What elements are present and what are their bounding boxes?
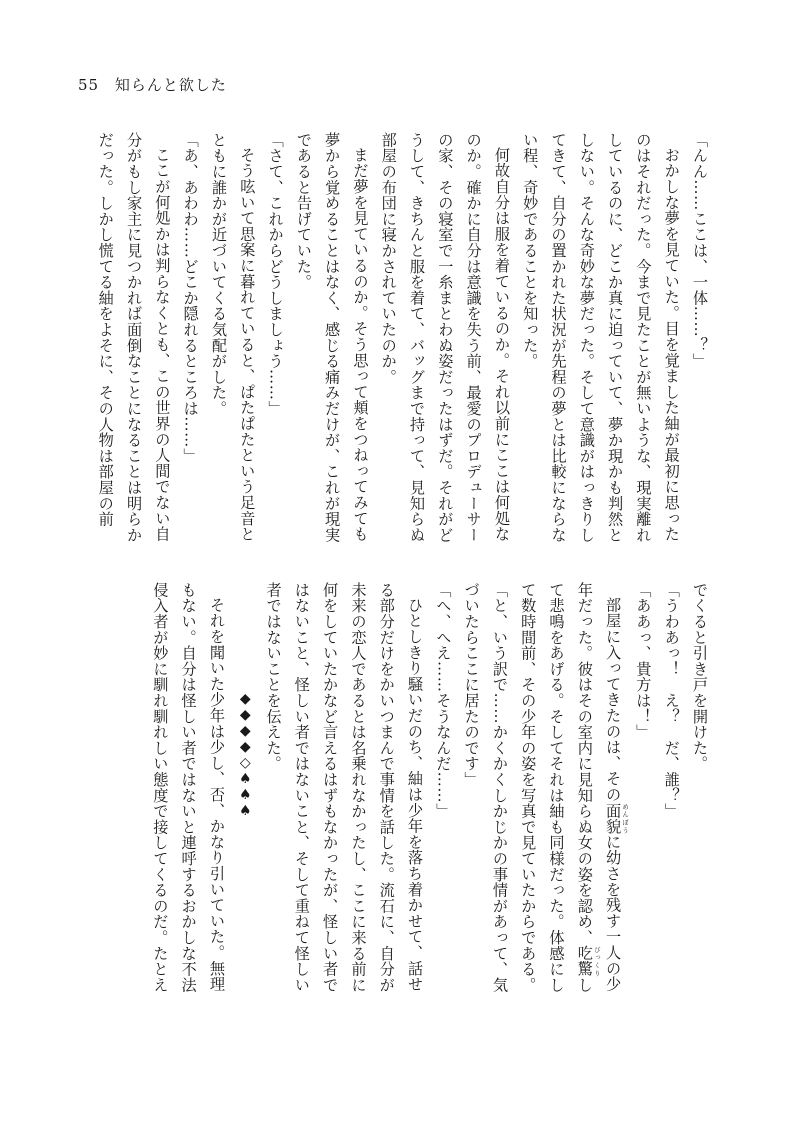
paragraph: 「ああっ、貴方は！」 [634,582,653,740]
page-number: 55 [78,76,100,94]
lower-text-block [74,582,714,994]
paragraph: 「さて、これからどうしましょう……」 [266,132,285,417]
scene-separator: ◆◆◆◆◇♠♠♠ [237,691,254,820]
ruby-base: 面貌 [604,802,623,835]
paragraph: ひとしきり騒いだのち、紬は少年を落ち着かせて、話せる部分だけをかいつまんで事情を話した。流石に、自分が未来の恋人であるとは名乗れなかったし、ここに来る前に何をしていたかなど言えるはずもなかったが、怪しい者ではないこと、怪しい者ではないこと、そして重ねて怪しい者ではないことを伝えた。 [264,582,425,993]
paragraph: そう呟いて思案に暮れていると、ぱたぱたという足音とともに誰かが近づいてくる気配がした。 [209,132,257,543]
paragraph: 「へ、へえ……そうなんだ……」 [434,582,453,819]
paragraph: 部屋に入ってきたのは、その面貌 めんぼうに幼さを残す一人の少年だった。彼はその室内に見知らぬ女の姿を認め、吃驚 びっくりして悲鳴をあげる。そしてそれは紬も同様だった。体感にして数時間前、その少年の姿を写真で見ていたからである。 [519,582,630,993]
ruby-base: 吃驚 [575,945,594,978]
chapter-title: 知らんと欲した [114,76,227,94]
running-header [78,74,227,95]
paragraph: 「んん……ここは、一体……？」 [691,132,709,369]
paragraph: でくると引き戸を開けた。 [691,582,709,772]
paragraph: それを聞いた少年は少し、否、かなり引いていた。無理もない。自分は怪しい者ではないと連呼するおかしな不法侵入者が妙に馴れ馴れしい態度で接してくるのだ。たとえ [151,582,226,993]
ruby-bikkuri [575,945,601,978]
paragraph: 「あ、あわわ……どこか隠れるところは……」 [181,132,200,464]
paragraph: おかしな夢を見ていた。目を覚ました紬が最初に思ったのはそれだった。今まで見たことが無いような、現実離れしているのに、どこか真に迫っていて、夢か現かも判然としない。そんな奇妙な夢だった。そして意識がはっきりしてきて、自分の置かれた状況が先程の夢とは比較にならない程、奇妙であることを知った。 [521,132,681,543]
paragraph: 「うわあっ！ え？ だ、誰？」 [662,582,681,819]
upper-text-block [74,132,714,544]
paragraph: ここが何処かは判らなくとも、この世界の人間でない自分がもし家主に見つかれば面倒なことになることは明らかだった。しかし慌てる紬をよそに、その人物は部屋の前 [96,132,172,543]
paragraph: 「と、いう訳で……かくかくしかじかの事情があって、気づいたらここに居たのです」 [462,582,509,993]
ruby-mengbo [604,802,630,835]
paragraph: まだ夢を見ているのか。そう思って頬をつねってみても夢から覚めることはなく、感じる痛みだけが、これが現実であると告げていた。 [294,132,370,543]
ruby-reading: めんぼう [621,802,630,835]
ruby-reading: びっくり [592,945,601,977]
paragraph: 何故自分は服を着ているのか。それ以前にここは何処なのか。確かに自分は意識を失う前、最愛のプロデューサーの家、その寝室で一糸まとわぬ姿だったはずだ。それがどうして、きちんと服を着て、バッグまで持って、見知らぬ部屋の布団に寝かされていたのか。 [379,132,511,543]
